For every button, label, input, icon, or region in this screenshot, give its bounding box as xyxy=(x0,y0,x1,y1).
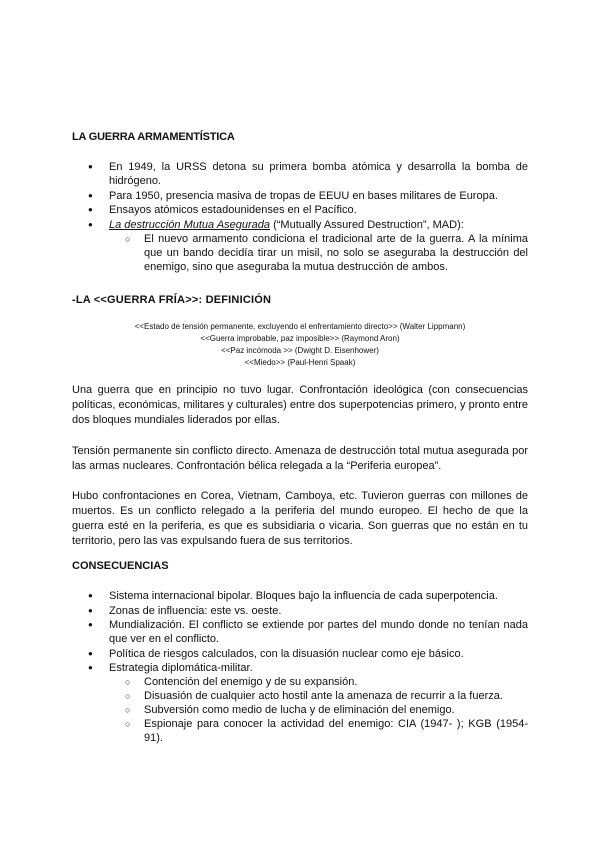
sub-list-item-text: Subversión como medio de lucha y de eliminación del enemigo. xyxy=(144,704,455,716)
sub-list-item-text: Disuasión de cualquier acto hostil ante la amenaza de recurrir a la fuerza. xyxy=(144,690,503,702)
section-title-armamentistica: LA GUERRA ARMAMENTÍSTICA xyxy=(72,131,235,143)
section-title-consecuencias: CONSECUENCIAS xyxy=(72,560,169,572)
list-item xyxy=(72,589,528,603)
sub-list-item-text: Espionaje para conocer la actividad del enemigo: CIA (1947- ); KGB (1954-91). xyxy=(144,718,528,744)
quote: <<Guerra improbable, paz imposible>> (Raymond Aron) xyxy=(200,334,400,343)
list-item xyxy=(72,661,528,745)
sub-list-item-text: Contención del enemigo y de su expansión. xyxy=(144,676,358,688)
quote: <<Estado de tensión permanente, excluyendo el enfrentamiento directo>> (Walter Lippmann) xyxy=(134,322,466,331)
sub-list-item xyxy=(109,717,528,745)
sub-list-item xyxy=(109,232,528,274)
list-item-text: Estrategia diplomática-militar. xyxy=(109,662,253,674)
mad-sublist xyxy=(109,232,528,274)
quote: <<Paz incómoda >> (Dwight D. Eisenhower) xyxy=(221,346,379,355)
list-item xyxy=(72,160,528,188)
paragraph: Hubo confrontaciones en Corea, Vietnam, Camboya, etc. Tuvieron guerras con millones de muertos. Es un conflicto relegado a la periferia del mundo europeo. El hecho de que la guerra esté en la periferia, es que es subsidiaria o vicaria. Son guerras que no están en tu territorio, pero las vas expulsando fuera de sus territorios. xyxy=(72,490,528,547)
list-item xyxy=(72,218,528,274)
list-item xyxy=(72,604,528,618)
paragraph: Tensión permanente sin conflicto directo. Amenaza de destrucción total mutua asegurada por las armas nucleares. Confrontación bélica relegada a la “Periferia europea”. xyxy=(72,445,528,472)
list-item xyxy=(72,189,528,203)
sub-list-item xyxy=(109,703,528,717)
quote: <<Miedo>> (Paul-Henri Spaak) xyxy=(244,358,356,367)
paragraph: Una guerra que en principio no tuvo lugar. Confrontación ideológica (con consecuencias políticas, económicas, militares y culturales) entre dos superpotencias primero, y pronto entre dos bloques mundiales liderados por ellas. xyxy=(72,384,528,426)
list-item xyxy=(72,618,528,646)
list-item-text: En 1949, la URSS detona su primera bomba atómica y desarrolla la bomba de hidrógeno. xyxy=(109,161,528,187)
list-item xyxy=(72,647,528,661)
mad-rest: (“Mutually Assured Destruction”, MAD): xyxy=(270,218,464,231)
list-item-text: Mundialización. El conflicto se extiende por partes del mundo donde no tenían nada que ver en el conflicto. xyxy=(109,619,528,645)
list-item-text: Sistema internacional bipolar. Bloques bajo la influencia de cada superpotencia. xyxy=(109,590,498,602)
list-item-text: Zonas de influencia: este vs. oeste. xyxy=(109,604,282,617)
list-item xyxy=(72,203,528,217)
quotes-block xyxy=(72,321,528,369)
armamentistica-list xyxy=(72,160,528,274)
consecuencias-list xyxy=(72,589,528,746)
estrategia-sublist xyxy=(109,675,528,745)
list-item-text: Para 1950, presencia masiva de tropas de EEUU en bases militares de Europa. xyxy=(109,189,498,202)
mad-link[interactable]: La destrucción Mutua Asegurada xyxy=(109,218,271,231)
section-title-guerra-fria: -LA <<GUERRA FRÍA>>: DEFINICIÓN xyxy=(72,294,272,306)
list-item-text: Ensayos atómicos estadounidenses en el Pacífico. xyxy=(109,204,357,216)
list-item-text: Política de riesgos calculados, con la disuasión nuclear como eje básico. xyxy=(109,647,464,660)
sub-list-item xyxy=(109,675,528,689)
sub-list-item xyxy=(109,689,528,703)
sub-list-item-text: El nuevo armamento condiciona el tradicional arte de la guerra. A la mínima que un bando decidía tirar un misil, no solo se aseguraba la destrucción del enemigo, sino que aseguraba la mutua destrucción de ambos. xyxy=(144,232,528,273)
